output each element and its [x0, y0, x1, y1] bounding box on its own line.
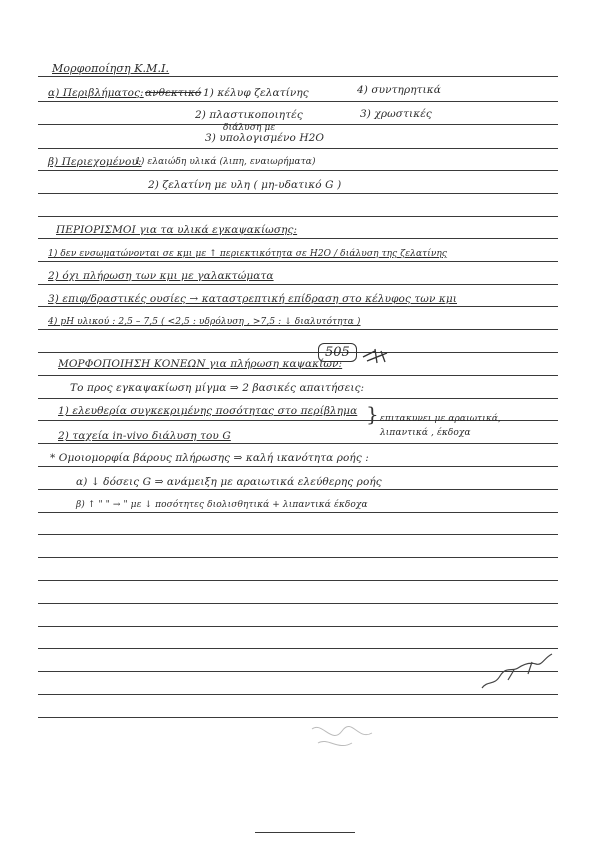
limits-item-1: 1) δεν ενσωματώνονται σε κμι με ↑ περιεκτικότητα σε H2O / διάλυση της ζελατίνης — [48, 249, 448, 259]
ruled-line — [38, 284, 558, 285]
uniformity-b: β) ↑ " " → " με ↓ ποσότητες διολισθητικά + λιπαντικά έκδοχα — [76, 500, 368, 510]
forming-title: ΜΟΡΦΟΠΟΙΗΣΗ ΚΟΝΕΩΝ για πλήρωση καψακίων: — [58, 358, 343, 370]
section-b-item-2: 2) ζελατίνη με υλη ( μη-υδατικό G ) — [148, 179, 342, 191]
section-b-label: β) Περιεχομένου: — [48, 156, 142, 168]
requirement-1: 1) ελευθερία συγκεκριμένης ποσότητας στο περίβλημα — [58, 405, 358, 417]
scribble-mark — [361, 347, 391, 365]
requirement-2: 2) ταχεία in-vivo διάλυση του G — [58, 430, 231, 442]
faint-stamp-scribble — [308, 715, 378, 755]
ruled-line — [38, 398, 558, 399]
ruled-line — [38, 512, 558, 513]
ruled-line — [38, 101, 558, 102]
limits-item-3: 3) επιφ/δραστικές ουσίες → καταστρεπτική επίδραση στο κέλυφος των κμι — [48, 293, 457, 305]
uniformity-line: * Ομοιομορφία βάρους πλήρωσης ⇒ καλή ικανότητα ροής : — [50, 452, 369, 464]
ruled-line — [38, 261, 558, 262]
ruled-line — [38, 124, 558, 125]
page-title: Μορφοποίηση Κ.Μ.Ι. — [52, 62, 170, 75]
ruled-line — [38, 375, 558, 376]
ruled-line — [38, 76, 558, 77]
ruled-line — [38, 580, 558, 581]
ruled-line — [38, 193, 558, 194]
ruled-line — [38, 648, 558, 649]
section-b-item-1: 1) ελαιώδη υλικά (λιπη, εναιωρήματα) — [135, 157, 316, 167]
ruled-line — [38, 329, 558, 330]
ruled-line — [38, 148, 558, 149]
ruled-line — [38, 626, 558, 627]
limits-title: ΠΕΡΙΟΡΙΣΜΟΙ για τα υλικά εγκαψακίωσης: — [56, 224, 298, 236]
section-a-item-4: 4) συντηρητικά — [357, 84, 441, 96]
ruled-line — [38, 352, 558, 353]
limits-item-2: 2) όχι πλήρωση των κμι με γαλακτώματα — [48, 270, 274, 282]
section-a-item-3: 3) χρωστικές — [360, 108, 432, 120]
badge-box: 505 — [318, 343, 357, 362]
ruled-line — [38, 557, 558, 558]
signature-scribble — [478, 650, 558, 695]
ruled-line — [38, 603, 558, 604]
section-a-item-1: 1) κέλυφ ζελατίνης — [203, 87, 309, 99]
ruled-line — [38, 466, 558, 467]
side-note-1: επιτακυνει με αραιωτικά, — [380, 414, 501, 424]
ruled-line — [38, 306, 558, 307]
forming-intro: Το προς εγκαψακίωση μίγμα ⇒ 2 βασικές απαιτήσεις: — [70, 382, 365, 394]
section-a-label: α) Περιβλήματος: — [48, 87, 144, 99]
limits-item-4: 4) pH υλικού : 2,5 – 7,5 ( <2,5 : υδρόλυση , >7,5 : ↓ διαλυτότητα ) — [48, 317, 361, 327]
curly-bracket: } — [366, 402, 379, 426]
bottom-short-rule — [255, 832, 355, 833]
ruled-line — [38, 170, 558, 171]
ruled-line — [38, 534, 558, 535]
ruled-line — [38, 238, 558, 239]
section-a-item-2: 2) πλαστικοποιητές — [195, 109, 303, 121]
section-a-note-small: διάλυση με — [223, 123, 276, 133]
uniformity-a: α) ↓ δόσεις G ⇒ ανάμειξη με αραιωτικά ελεύθερης ροής — [76, 476, 382, 488]
ruled-line — [38, 717, 558, 718]
side-note-2: λιπαντικά , έκδοχα — [380, 428, 471, 438]
section-a-strike: ανθεκτικό — [145, 87, 202, 99]
ruled-line — [38, 216, 558, 217]
ruled-line — [38, 489, 558, 490]
ruled-line — [38, 443, 558, 444]
section-a-note-big: 3) υπολογισμένο H2O — [205, 132, 325, 144]
